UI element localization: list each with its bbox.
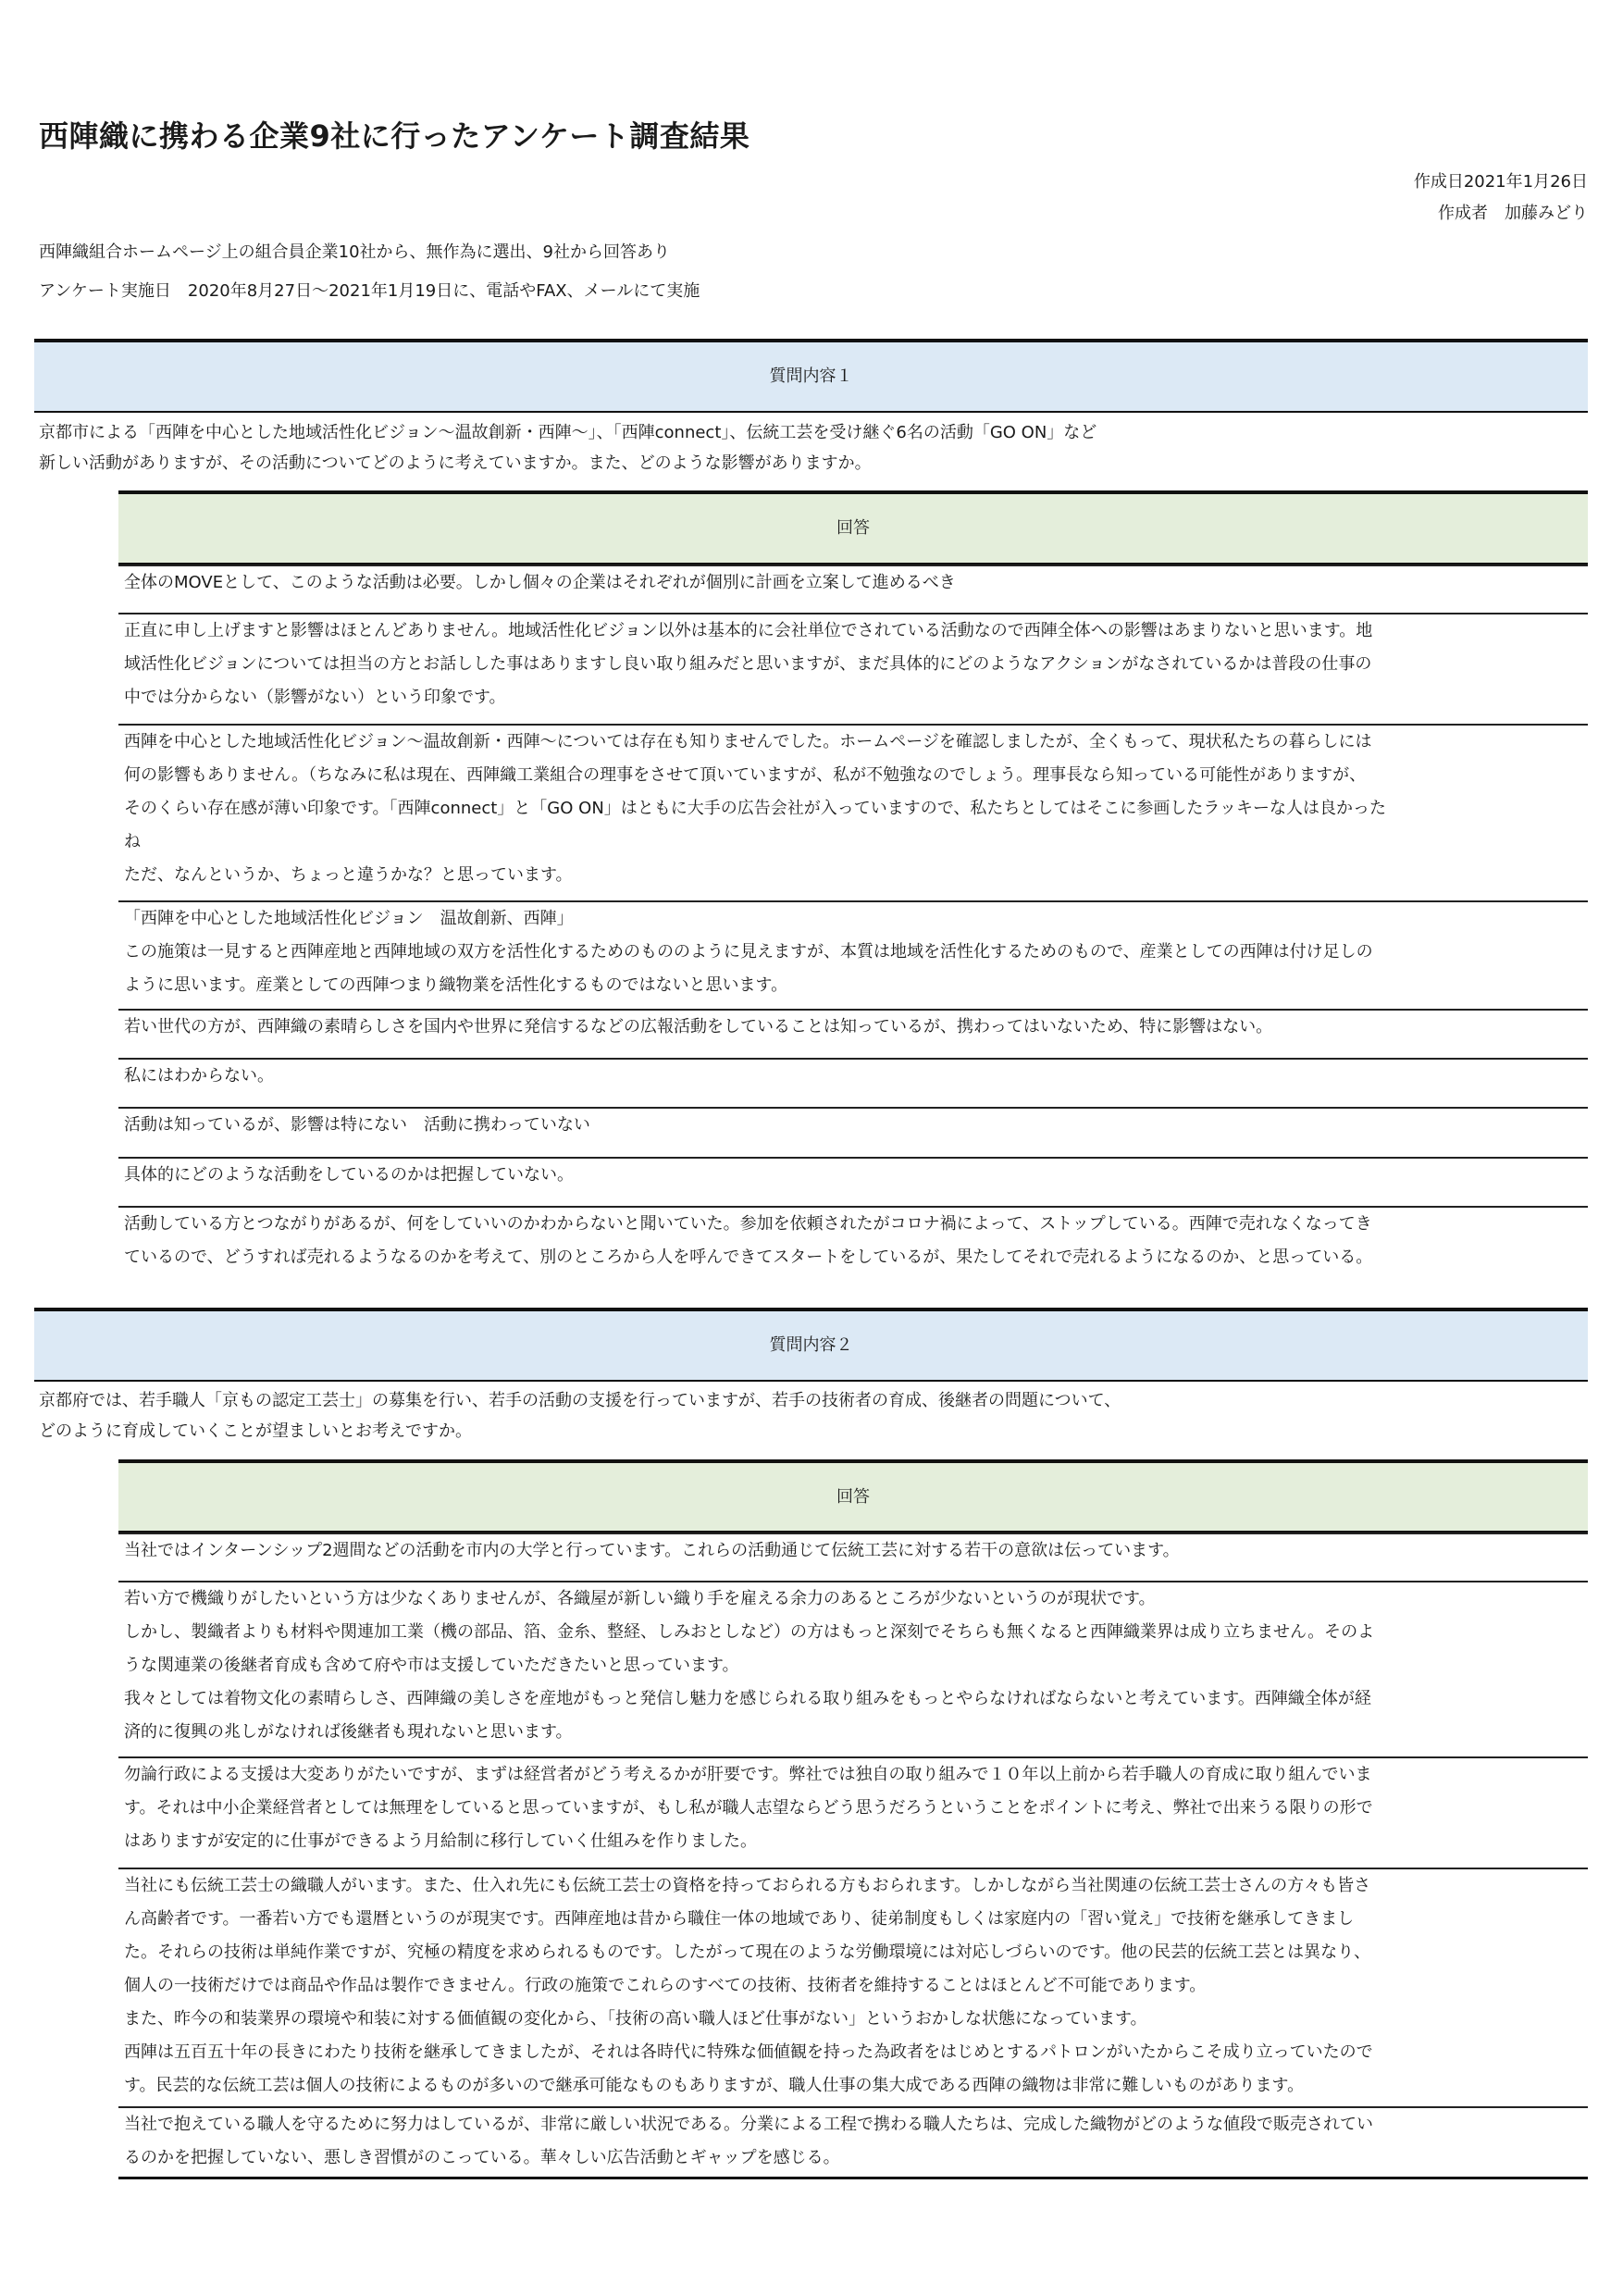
answer-line: 当社で抱えている職人を守るために努力はしているが、非常に厳しい状況である。分業による工程で携わる職人たちは、完成した織物がどのような値段で販売されてい xyxy=(124,2115,1373,2134)
created-date: 作成日2021年1月26日 xyxy=(1413,172,1588,192)
answer-line: 正直に申し上げますと影響はほとんどありません。地域活性化ビジョン以外は基本的に会社単位でされている活動なので西陣全体への影響はあまりないと思います。地 xyxy=(124,621,1373,640)
answer-line: 西陣を中心とした地域活性化ビジョン〜温故創新・西陣〜については存在も知りませんでした。ホームページを確認しましたが、全くもって、現状私たちの暮らしには xyxy=(124,732,1372,751)
answer-item xyxy=(118,613,1588,714)
answer-line: 若い方で機織りがしたいという方は少なくありませんが、各織屋が新しい織り手を雇える余力のあるところが少ないというのが現状です。 xyxy=(124,1589,1156,1608)
intro-line-2: アンケート実施日 2020年8月27日〜2021年1月19日に、電話やFAX、メールにて実施 xyxy=(39,281,700,301)
question-2-header: 質問内容２ xyxy=(34,1308,1588,1382)
answer-line: しかし、製織者よりも材料や関連加工業（機の部品、箔、金糸、整経、しみおとしなど）の方はもっと深刻でそちらも無くなると西陣織業界は成り立ちません。そのよ xyxy=(124,1622,1375,1642)
answer-line: ね xyxy=(124,832,141,851)
document-title: 西陣織に携わる企業9社に行ったアンケート調査結果 xyxy=(39,118,750,154)
answer-line: はありますが安定的に仕事ができるよう月給制に移行していく仕組みを作りました。 xyxy=(124,1831,757,1851)
intro-line-1: 西陣織組合ホームページ上の組合員企業10社から、無作為に選出、9社から回答あり xyxy=(39,242,670,262)
answer-line: 何の影響もありません。（ちなみに私は現在、西陣織工業組合の理事をさせて頂いていますが、私が不勉強なのでしょう。理事長なら知っている可能性がありますが、 xyxy=(124,765,1367,785)
answer-item xyxy=(118,1058,1588,1093)
answer-item xyxy=(118,1581,1588,1749)
answer-line: 当社にも伝統工芸士の織職人がいます。また、仕入れ先にも伝統工芸士の資格を持っておられる方もおられます。しかしながら当社関連の伝統工芸士さんの方々も皆さ xyxy=(124,1876,1371,1895)
answer-line: うな関連業の後継者育成も含めて府や市は支援していただきたいと思っています。 xyxy=(124,1656,739,1675)
answer-item xyxy=(118,565,1588,600)
answer-line: 若い世代の方が、西陣織の素晴らしさを国内や世界に発信するなどの広報活動をしていることは知っているが、携わってはいないため、特に影響はない。 xyxy=(124,1017,1273,1036)
answer-line: また、昨今の和装業界の環境や和装に対する価値観の変化から、「技術の高い職人ほど仕事がない」というおかしな状態になっています。 xyxy=(124,2009,1147,2029)
answer-line: 域活性化ビジョンについては担当の方とお話しした事はありますし良い取り組みだと思いますが、まだ具体的にどのようなアクションがなされているかは普段の仕事の xyxy=(124,654,1372,674)
answer-line: 活動は知っているが、影響は特にない 活動に携わっていない xyxy=(124,1115,590,1135)
answer-line: 我々としては着物文化の素晴らしさ、西陣織の美しさを産地がもっと発信し魅力を感じられる取り組みをもっとやらなければならないと考えています。西陣織全体が経 xyxy=(124,1689,1371,1708)
answer-item xyxy=(118,1206,1588,1274)
question-line: 新しい活動がありますが、その活動についてどのように考えていますか。また、どのような影響がありますか。 xyxy=(39,453,872,473)
answer-item xyxy=(118,900,1588,1002)
answer-line: この施策は一見すると西陣産地と西陣地域の双方を活性化するためのもののように見えますが、本質は地域を活性化するためのもので、産業としての西陣は付け足しの xyxy=(124,942,1373,962)
answer-line: 私にはわからない。 xyxy=(124,1066,274,1086)
answer-line: ように思います。産業としての西陣つまり織物業を活性化するものではないと思います。 xyxy=(124,975,788,995)
answer-line: ただ、なんというか、ちょっと違うかな？と思っています。 xyxy=(124,865,573,885)
answer-line: ん高齢者です。一番若い方でも還暦というのが現実です。西陣産地は昔から職住一体の地域であり、徒弟制度もしくは家庭内の「習い覚え」で技術を継承してきまし xyxy=(124,1909,1355,1929)
answer-line: 全体のMOVEとして、このような活動は必要。しかし個々の企業はそれぞれが個別に計画を立案して進めるべき xyxy=(124,573,956,592)
answer-1-header: 回答 xyxy=(118,490,1588,565)
answer-item xyxy=(118,1533,1588,1568)
question-2-text xyxy=(39,1385,1575,1446)
answer-line: 中では分からない（影響がない）という印象です。 xyxy=(124,688,506,707)
table-bottom-rule xyxy=(118,2177,1588,2179)
answer-line: 「西陣を中心とした地域活性化ビジョン 温故創新、西陣」 xyxy=(124,909,574,928)
answer-item xyxy=(118,1009,1588,1044)
author: 作成者 加藤みどり xyxy=(1438,204,1588,223)
answer-line: そのくらい存在感が薄い印象です。「西陣connect」と「GO ON」はともに大手の広告会社が入っていますので、私たちとしてはそこに参画したラッキーな人は良かった xyxy=(124,799,1387,818)
answer-item xyxy=(118,724,1588,892)
answer-item xyxy=(118,1157,1588,1192)
answer-item xyxy=(118,2106,1588,2175)
answer-item xyxy=(118,1756,1588,1858)
answer-line: 西陣は五百五十年の長きにわたり技術を継承してきましたが、それは各時代に特殊な価値観を持った為政者をはじめとするパトロンがいたからこそ成り立っていたので xyxy=(124,2042,1373,2062)
answer-item xyxy=(118,1107,1588,1142)
answer-item xyxy=(118,1868,1588,2103)
question-1-header: 質問内容１ xyxy=(34,339,1588,413)
question-line: 京都市による「西陣を中心とした地域活性化ビジョン〜温故創新・西陣〜」、「西陣connect」、伝統工芸を受け継ぐ6名の活動「GO ON」など xyxy=(39,423,1097,442)
answer-line: た。それらの技術は単純作業ですが、究極の精度を求められるものです。したがって現在のような労働環境には対応しづらいのです。他の民芸的伝統工芸とは異なり、 xyxy=(124,1942,1371,1962)
answer-line: 当社ではインターンシップ2週間などの活動を市内の大学と行っています。これらの活動通じて伝統工芸に対する若干の意欲は伝っています。 xyxy=(124,1541,1180,1560)
answer-line: ているので、どうすれば売れるようなるのかを考えて、別のところから人を呼んできてスタートをしているが、果たしてそれで売れるようになるのか、と思っている。 xyxy=(124,1247,1373,1267)
question-1-text xyxy=(39,417,1575,478)
answer-line: す。それは中小企業経営者としては無理をしていると思っていますが、もし私が職人志望ならどう思うだろうということをポイントに考え、弊社で出来うる限りの形で xyxy=(124,1798,1373,1818)
answer-2-header: 回答 xyxy=(118,1459,1588,1533)
answer-line: 済的に復興の兆しがなければ後継者も現れないと思います。 xyxy=(124,1722,573,1742)
question-line: どのように育成していくことが望ましいとお考えですか。 xyxy=(39,1421,472,1441)
question-line: 京都府では、若手職人「京もの認定工芸士」の募集を行い、若手の活動の支援を行っていますが、若手の技術者の育成、後継者の問題について、 xyxy=(39,1391,1121,1410)
answer-line: す。民芸的な伝統工芸は個人の技術によるものが多いので継承可能なものもありますが、職人仕事の集大成である西陣の織物は非常に難しいものがあります。 xyxy=(124,2076,1305,2095)
answer-line: 具体的にどのような活動をしているのかは把握していない。 xyxy=(124,1165,574,1185)
answer-line: 活動している方とつながりがあるが、何をしていいのかわからないと聞いていた。参加を依頼されたがコロナ禍によって、ストップしている。西陣で売れなくなってき xyxy=(124,1214,1372,1234)
answer-line: 個人の一技術だけでは商品や作品は製作できません。行政の施策でこれらのすべての技術、技術者を維持することはほとんど不可能であります。 xyxy=(124,1976,1207,1995)
answer-line: 勿論行政による支援は大変ありがたいですが、まずは経営者がどう考えるかが肝要です。弊社では独自の取り組みで１０年以上前から若手職人の育成に取り組んでいま xyxy=(124,1765,1372,1784)
answer-line: るのかを把握していない、悪しき習慣がのこっている。華々しい広告活動とギャップを感じる。 xyxy=(124,2148,840,2167)
